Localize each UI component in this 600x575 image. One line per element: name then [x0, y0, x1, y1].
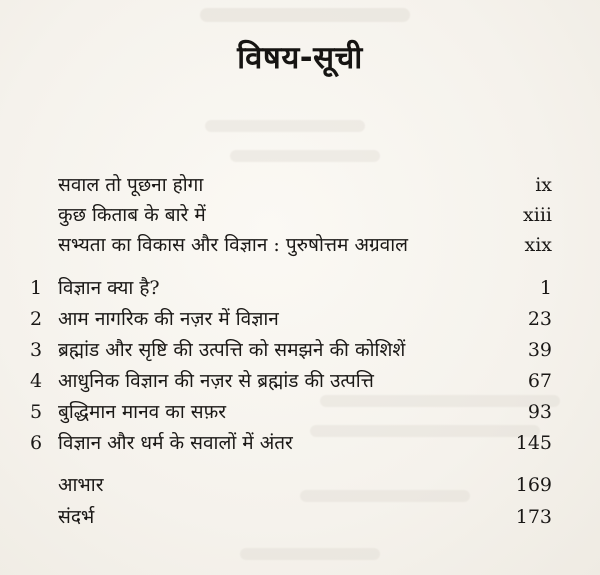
- chapter-page: 1: [539, 277, 552, 299]
- chapter-title: आम नागरिक की नज़र में विज्ञान: [58, 308, 279, 330]
- chapter-number: 6: [30, 432, 43, 454]
- toc-entry-page: xix: [524, 234, 552, 256]
- chapter-number: 4: [30, 370, 43, 392]
- chapter-page: 145: [515, 432, 552, 454]
- chapter-number: 1: [30, 277, 43, 299]
- toc-entry[interactable]: [0, 200, 600, 230]
- toc-chapter-entry[interactable]: [0, 335, 600, 365]
- toc-entry-page: xiii: [523, 204, 552, 226]
- toc-entry[interactable]: [0, 170, 600, 200]
- page-title: विषय-सूची: [237, 40, 363, 76]
- chapter-number: 3: [30, 339, 43, 361]
- chapter-page: 23: [527, 308, 552, 330]
- chapter-number: 5: [30, 401, 43, 423]
- chapter-page: 39: [527, 339, 552, 361]
- chapter-page: 67: [527, 370, 552, 392]
- chapter-title: विज्ञान और धर्म के सवालों में अंतर: [58, 432, 293, 454]
- toc-entry-page: ix: [535, 174, 552, 196]
- toc-entry[interactable]: [0, 502, 600, 532]
- toc-entry[interactable]: [0, 230, 600, 260]
- toc-entry-title: सभ्यता का विकास और विज्ञान : पुरुषोत्तम अग्रवाल: [58, 234, 409, 256]
- chapter-title: विज्ञान क्या है?: [58, 277, 160, 299]
- chapter-number: 2: [30, 308, 43, 330]
- toc-chapter-entry[interactable]: [0, 366, 600, 396]
- toc-entry-title: आभार: [58, 474, 104, 496]
- toc-entry-title: सवाल तो पूछना होगा: [58, 174, 204, 196]
- chapter-title: बुद्धिमान मानव का सफ़र: [58, 401, 227, 423]
- toc-chapter-entry[interactable]: [0, 397, 600, 427]
- toc-entry-page: 169: [515, 474, 552, 496]
- chapter-title: ब्रह्मांड और सृष्टि की उत्पत्ति को समझने की कोशिशें: [58, 339, 406, 361]
- chapter-page: 93: [527, 401, 552, 423]
- toc-chapter-entry[interactable]: [0, 273, 600, 303]
- toc-entry-page: 173: [515, 506, 552, 528]
- toc-entry-title: कुछ किताब के बारे में: [58, 204, 206, 226]
- toc-entry[interactable]: [0, 470, 600, 500]
- toc-chapter-entry[interactable]: [0, 304, 600, 334]
- toc-entry-title: संदर्भ: [58, 506, 95, 528]
- chapter-title: आधुनिक विज्ञान की नज़र से ब्रह्मांड की उत्पत्ति: [58, 370, 374, 392]
- toc-chapter-entry[interactable]: [0, 428, 600, 458]
